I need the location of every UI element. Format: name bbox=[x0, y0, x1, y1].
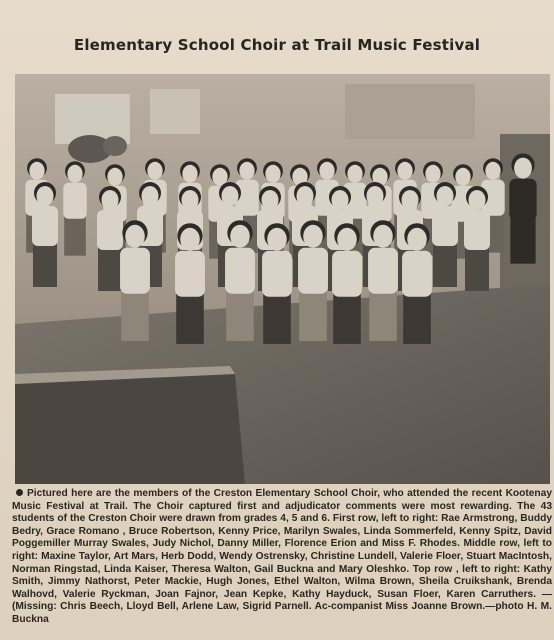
choir-member bbox=[432, 182, 458, 287]
choir-member bbox=[332, 223, 362, 344]
photo-caption bbox=[12, 488, 552, 627]
platform-step bbox=[15, 374, 245, 484]
choir-member bbox=[97, 186, 123, 291]
choir-member bbox=[225, 220, 255, 341]
choir-member bbox=[63, 161, 86, 256]
choir-photo-illustration bbox=[15, 74, 550, 484]
choir-member bbox=[368, 220, 398, 341]
choir-member bbox=[32, 182, 58, 287]
choir-member bbox=[120, 220, 150, 341]
choir-member bbox=[298, 220, 328, 341]
window bbox=[150, 89, 200, 134]
caption-text: Pictured here are the members of the Creston Elementary School Choir, who attended the recent Kootenay Music Festival at Trail. The Choir captured first and adjudicator comments were most rewarding. The 43 students of the Creston Choir were drawn from grades 4, 5 and 6. First row, left to right: Rae Armstrong, Buddy Bedry, Grace Romano , Bruce Robertson, Kenny Price, Marilyn Swales, Linda Sommerfeld, Kenny Spitz, David Poggemiller Murray Swales, Judy Nichol, Danny Miller, Florence Erion and Miss F. Rhodes. Middle row, left to right: Maxine Taylor, Art Mars, Herb Dodd, Wendy Ostrensky, Christine Lundell, Valerie Floer, Stuart MacIntosh, Norman Ringstad, Linda Kaiser, Theresa Walton, Gail Buckna and Mary Oleshko. Top row , left to right: Kathy Smith, Jimmy Nathorst, Peter Mackie, Hugh Jones, Ethel Walton, Wilma Brown, Sheila Cruikshank, Brenda Walhovd, Valerie Ryckman, Joan Fajnor, Jean Kepke, Kathy Hayduck, Susan Floer, Karen Carruthers. — (Missing: Chris Beech, Lloyd Bell, Arlene Law, Sigrid Parnell. Ac-companist Miss Joanne Brown.—photo H. M. Buckna bbox=[12, 488, 552, 625]
choir-member bbox=[262, 223, 292, 344]
bullet-icon bbox=[16, 489, 23, 496]
wall-panel bbox=[345, 84, 475, 139]
choir-member bbox=[509, 153, 536, 263]
choir-member bbox=[175, 223, 205, 344]
headline: Elementary School Choir at Trail Music Festival bbox=[73, 36, 481, 54]
plant bbox=[103, 136, 127, 156]
choir-photo bbox=[15, 74, 550, 484]
choir-member bbox=[402, 223, 432, 344]
choir-member bbox=[464, 186, 490, 291]
